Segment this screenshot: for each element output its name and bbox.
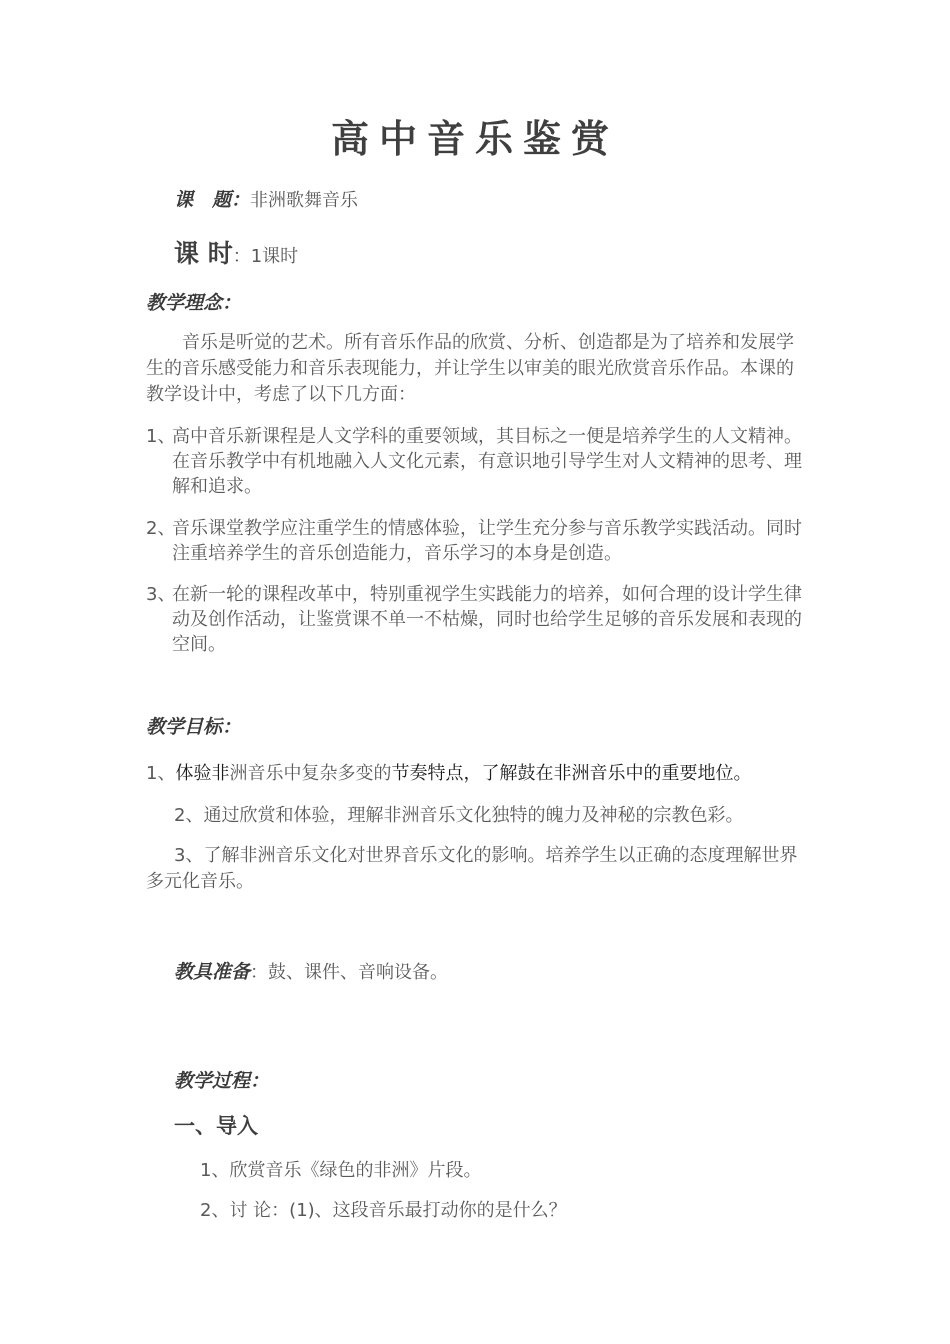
equipment-label: 教具准备	[174, 961, 251, 983]
point-text: 高中音乐新课程是人文学科的重要领域，其目标之一便是培养学生的人文精神。在音乐教学中有机地融入人文化元素，有意识地引导学生对人文精神的思考、理解和追求。	[172, 426, 802, 497]
goal-3: 3、了解非洲音乐文化对世界音乐文化的影响。培养学生以正确的态度理解世界多元化音乐。	[146, 845, 798, 892]
point-text: 在新一轮的课程改革中，特别重视学生实践能力的培养，如何合理的设计学生律动及创作活动，让鉴赏课不单一不枯燥，同时也给学生足够的音乐发展和表现的空间。	[172, 584, 802, 655]
philosophy-intro: 音乐是听觉的艺术。所有音乐作品的欣赏、分析、创造都是为了培养和发展学生的音乐感受能力和音乐表现能力，并让学生以审美的眼光欣赏音乐作品。本课的教学设计中，考虑了以下几方面：	[146, 332, 794, 405]
goal-text-part: 洲音乐中复杂多变的	[229, 763, 392, 784]
philosophy-point	[146, 582, 808, 657]
goal-text-part: 体验非	[175, 763, 230, 784]
step-2: 2、讨 论：(1)、这段音乐最打动你的是什么？	[200, 1200, 567, 1221]
hours-row	[174, 234, 298, 270]
hours-colon: ：	[232, 246, 251, 267]
equipment-row	[174, 957, 448, 984]
page-title: 高中音乐鉴赏	[330, 116, 619, 161]
philosophy-heading: 教学理念：	[146, 292, 242, 314]
point-number: 2、	[146, 518, 176, 539]
process-heading: 教学过程：	[174, 1070, 270, 1092]
topic-row	[174, 185, 358, 212]
goal-text-part: 节奏特点，了解鼓在非洲音乐中的重要地位。	[391, 763, 752, 784]
hours-value: 1课时	[250, 246, 299, 267]
philosophy-point	[146, 516, 808, 566]
step-1: 1、欣赏音乐《绿色的非洲》片段。	[200, 1160, 482, 1181]
point-number: 3、	[146, 584, 176, 605]
point-text: 音乐课堂教学应注重学生的情感体验，让学生充分参与音乐教学实践活动。同时注重培养学生的音乐创造能力，音乐学习的本身是创造。	[172, 518, 802, 564]
goal-2: 2、通过欣赏和体验，理解非洲音乐文化独特的魄力及神秘的宗教色彩。	[174, 805, 744, 826]
topic-value: 非洲歌舞音乐	[250, 190, 359, 211]
topic-label: 课 题：	[174, 189, 251, 211]
goal-number: 1、	[146, 763, 176, 784]
hours-label: 课 时	[174, 239, 233, 268]
section-heading: 一、导入	[174, 1114, 258, 1138]
goals-heading: 教学目标：	[146, 716, 242, 738]
point-number: 1、	[146, 426, 176, 447]
goal-1	[146, 759, 751, 785]
philosophy-point	[146, 424, 808, 499]
equipment-value: ：鼓、课件、音响设备。	[250, 962, 449, 983]
